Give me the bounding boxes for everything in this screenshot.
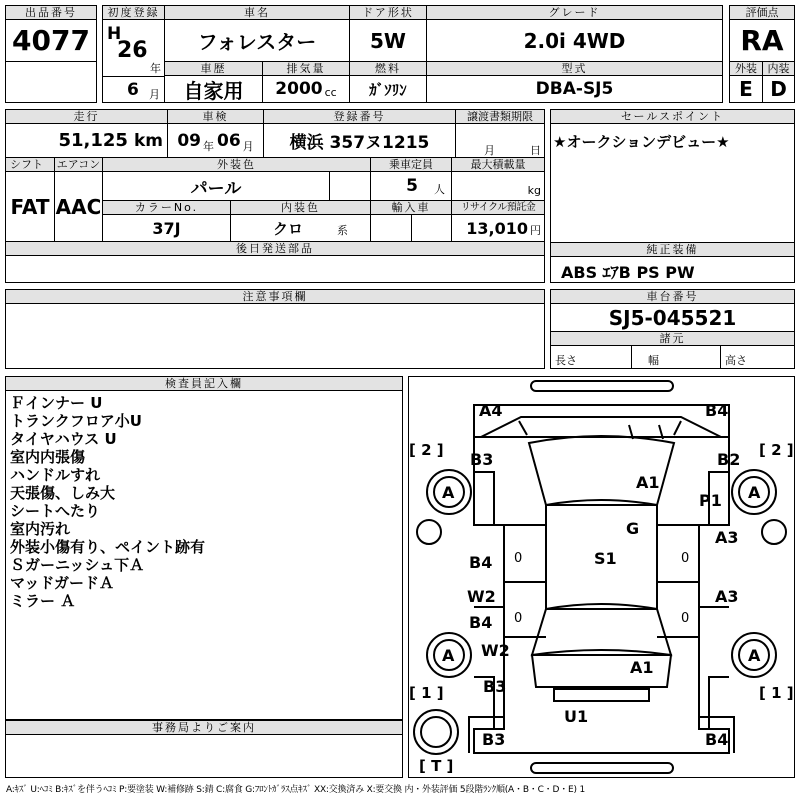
damage-p1: P1	[699, 491, 722, 510]
first-registration-label: 初度登録	[102, 5, 165, 20]
insp-month-unit: 月	[242, 140, 254, 153]
inspection-expiry	[167, 123, 264, 158]
history-label: 車歴	[164, 61, 263, 76]
width-label: 幅	[648, 354, 659, 367]
capacity	[370, 171, 452, 201]
transfer-day-unit: 日	[530, 144, 541, 157]
damage-b3-lower: B3	[483, 677, 507, 696]
tread-rear-right: [ 1 ]	[759, 684, 794, 702]
insp-year: 09	[177, 130, 201, 151]
grade-label: グレード	[426, 5, 723, 20]
notes	[5, 303, 545, 369]
import-cell-2	[411, 214, 452, 242]
lot-number: 4077	[5, 19, 97, 62]
exterior-color-extra	[329, 171, 371, 201]
tire-front-right-grade: A	[748, 483, 761, 502]
inspector-line: 天張傷、しみ大	[10, 484, 116, 502]
car-name: フォレスター	[164, 19, 350, 62]
equipment	[550, 256, 795, 283]
door-label: ドア形状	[349, 5, 427, 20]
grade: 2.0i 4WD	[426, 19, 723, 62]
model-code: DBA-SJ5	[426, 75, 723, 103]
inspector-line: トランクフロア小U	[10, 412, 142, 430]
tread-front-right: [ 2 ]	[759, 441, 794, 459]
color-number-label: カラーNo.	[102, 200, 231, 215]
inspector-line: 外装小傷有り、ペイント跡有	[10, 538, 206, 556]
first-registration-year	[102, 19, 165, 77]
displacement	[262, 75, 350, 103]
car-diagram	[408, 376, 795, 778]
zero-mark: 0	[681, 551, 690, 566]
inspector-line: シートへたり	[10, 502, 101, 520]
inspector-line: ミラー Ａ	[10, 592, 76, 610]
interior-color	[230, 214, 371, 242]
sales-point-text: ★オークションデビュー★	[553, 133, 730, 151]
auction-score: RA	[729, 19, 795, 62]
shift-type: FAT	[5, 171, 55, 242]
insp-month: 06	[217, 130, 241, 151]
chassis-number: SJ5-045521	[550, 303, 795, 332]
zero-mark: 0	[514, 551, 523, 566]
damage-a1-bottom: A1	[630, 658, 654, 677]
length-label: 長さ	[555, 354, 577, 367]
exterior-color: パール	[102, 171, 330, 201]
inspection-label: 車検	[167, 109, 264, 124]
length-cell	[550, 345, 632, 369]
first-reg-month: 6	[127, 80, 139, 100]
displacement-label: 排気量	[262, 61, 350, 76]
notes-label: 注意事項欄	[5, 289, 545, 304]
damage-u1: U1	[564, 707, 589, 726]
office-notes	[5, 734, 403, 778]
recycle-fee	[451, 214, 545, 242]
damage-a3-lower: A3	[715, 587, 739, 606]
later-parts	[5, 255, 545, 283]
plate-label: 登録番号	[263, 109, 456, 124]
damage-b3-bottom: B3	[482, 730, 506, 749]
max-load	[451, 171, 545, 201]
exterior-grade: E	[729, 75, 763, 103]
displacement-unit: cc	[324, 86, 337, 99]
shift-label: シフト	[5, 157, 55, 172]
model-label: 型式	[426, 61, 723, 76]
era: H	[107, 24, 122, 44]
tread-spare: [ T ]	[419, 757, 454, 775]
car-outline	[409, 377, 794, 777]
displacement-value: 2000	[275, 79, 323, 99]
max-load-label: 最大積載量	[451, 157, 545, 172]
equipment-text: ABS ｴｱB PS PW	[561, 263, 695, 282]
mileage	[5, 123, 168, 158]
damage-b2-right: B2	[717, 450, 741, 469]
tire-rear-right-grade: A	[748, 646, 761, 665]
width-cell	[631, 345, 721, 369]
damage-a1-top: A1	[636, 473, 660, 492]
height-cell	[720, 345, 795, 369]
capacity-label: 乗車定員	[370, 157, 452, 172]
office-label: 事務局よりご案内	[5, 720, 403, 735]
inspector-line: Ｓガーニッシュ下Ａ	[10, 556, 145, 574]
damage-b4-bottom: B4	[705, 730, 729, 749]
recycle-unit: 円	[530, 224, 541, 237]
transfer-deadline-label: 譲渡書類期限	[455, 109, 545, 124]
damage-a3-upper: A3	[715, 528, 739, 547]
damage-b4-lower: B4	[469, 613, 493, 632]
height-label: 高さ	[725, 354, 747, 367]
inspector-line: タイヤハウス U	[10, 430, 117, 448]
exterior-color-label: 外装色	[102, 157, 371, 172]
fuel-label: 燃料	[349, 61, 427, 76]
color-number: 37J	[102, 214, 231, 242]
inspector-label: 検査員記入欄	[5, 376, 403, 391]
mileage-value: 51,125	[58, 130, 128, 151]
import-label: 輸入車	[370, 200, 452, 215]
interior-color-value: クロ	[272, 219, 303, 238]
capacity-unit: 人	[434, 183, 445, 196]
damage-w2-a: W2	[467, 587, 496, 606]
tire-front-left-grade: A	[442, 483, 455, 502]
inspector-line: マッドガードＡ	[10, 574, 114, 592]
mileage-label: 走行	[5, 109, 168, 124]
damage-legend: A:ｷｽﾞ U:ﾍｺﾐ B:ｷｽﾞを伴うﾍｺﾐ P:要塗装 W:補修跡 S:錆 C:腐食 G:ﾌﾛﾝﾄｶﾞﾗｽ点ｷｽﾞ XX:交換済み X:要交換 内・外装評価 5段階ﾗﾝｸ順(A・B・C・D・E) 1	[6, 785, 585, 795]
lot-number-label: 出品番号	[5, 5, 97, 20]
month-unit: 月	[149, 88, 160, 101]
sales-point	[550, 123, 795, 243]
inspector-line: 室内汚れ	[10, 520, 71, 538]
inspector-lines	[10, 394, 205, 610]
later-parts-label: 後日発送部品	[5, 241, 545, 256]
interior-color-label: 内装色	[230, 200, 371, 215]
recycle-label: リサイクル預託金	[451, 200, 545, 215]
zero-mark: 0	[681, 611, 690, 626]
inspector-line: 室内内張傷	[10, 448, 86, 466]
transfer-month-unit: 月	[484, 144, 495, 157]
damage-b4-mid: B4	[469, 553, 493, 572]
transfer-deadline	[455, 123, 545, 158]
inspector-notes	[5, 390, 403, 720]
fuel-type: ｶﾞｿﾘﾝ	[349, 75, 427, 103]
first-reg-year: 26	[117, 38, 148, 63]
damage-b4-top: B4	[705, 401, 729, 420]
inspector-line: ハンドルすれ	[10, 466, 101, 484]
insp-year-unit: 年	[203, 140, 214, 153]
equipment-label: 純正装備	[550, 242, 795, 257]
interior-label: 内装	[762, 61, 795, 76]
mileage-unit: km	[133, 130, 163, 151]
chassis-label: 車台番号	[550, 289, 795, 304]
recycle-value: 13,010	[466, 218, 528, 238]
damage-s1: S1	[594, 549, 617, 568]
capacity-value: 5	[406, 176, 418, 196]
first-registration-month	[102, 76, 165, 103]
import-cell-1	[370, 214, 412, 242]
zero-mark: 0	[514, 611, 523, 626]
damage-a4: A4	[479, 401, 503, 420]
dims-label: 諸元	[550, 331, 795, 346]
aircon-label: エアコン	[54, 157, 103, 172]
exterior-label: 外装	[729, 61, 763, 76]
sales-point-label: セールスポイント	[550, 109, 795, 124]
car-name-label: 車名	[164, 5, 350, 20]
score-label: 評価点	[729, 5, 795, 20]
vehicle-history: 自家用	[164, 75, 263, 103]
door-type: 5W	[349, 19, 427, 62]
damage-b3-left: B3	[470, 450, 494, 469]
tread-front-left: [ 2 ]	[409, 441, 444, 459]
interior-grade: D	[762, 75, 795, 103]
registration-plate: 横浜 357ヌ1215	[263, 123, 456, 158]
max-load-unit: kg	[527, 184, 541, 197]
damage-g: G	[626, 519, 640, 538]
tread-rear-left: [ 1 ]	[409, 684, 444, 702]
interior-color-unit: 系	[337, 224, 348, 237]
damage-w2-b: W2	[481, 641, 510, 660]
year-unit: 年	[150, 62, 161, 75]
aircon-type: AAC	[54, 171, 103, 242]
lot-number-blank	[5, 61, 97, 103]
tire-rear-left-grade: A	[442, 646, 455, 665]
inspector-line: Ｆインナー U	[10, 394, 103, 412]
